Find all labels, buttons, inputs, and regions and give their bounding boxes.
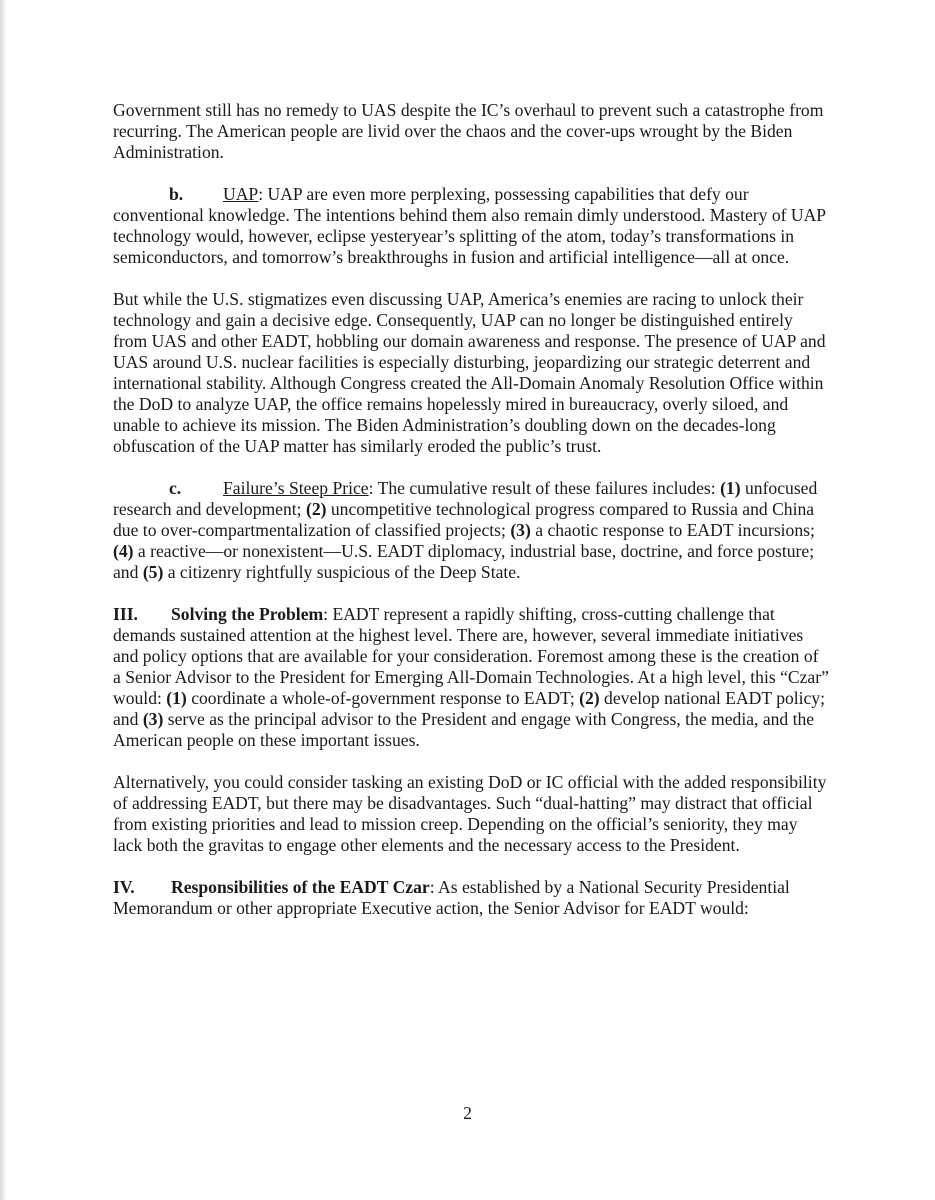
section-c-letter: c. xyxy=(169,478,182,498)
section-iii-number: III. xyxy=(113,604,138,624)
section-iii-item-2-marker: (2) xyxy=(579,688,600,708)
section-b-uap xyxy=(113,184,829,268)
section-c-item-1-marker: (1) xyxy=(720,478,741,498)
section-c-text-0: : The cumulative result of these failures includes: xyxy=(368,478,721,498)
section-iii-solving-the-problem xyxy=(113,604,829,751)
page-number: 2 xyxy=(463,1103,472,1123)
paragraph-alternative: Alternatively, you could consider tasking an existing DoD or IC official with the added responsibility of addressing EADT, but there may be disadvantages. Such “dual-hatting” may distract that official from existing priorities and lead to mission creep. Depending on the official’s seniority, they may lack both the gravitas to engage other elements and the necessary access to the President. xyxy=(113,772,827,855)
document-body xyxy=(113,100,829,940)
paragraph-uap-continued: But while the U.S. stigmatizes even discussing UAP, America’s enemies are racing to unlock their technology and gain a decisive edge. Consequently, UAP can no longer be distinguished entirely from UAS and other EADT, hobbling our domain awareness and response. The presence of UAP and UAS around U.S. nuclear facilities is especially disturbing, jeopardizing our strategic deterrent and international stability. Although Congress created the All-Domain Anomaly Resolution Office within the DoD to analyze UAP, the office remains hopelessly mired in bureaucracy, overly siloed, and unable to achieve its mission. The Biden Administration’s doubling down on the decades-long obfuscation of the UAP matter has similarly eroded the public’s trust. xyxy=(113,289,826,456)
section-iv-number: IV. xyxy=(113,877,135,897)
section-c-failures xyxy=(113,478,829,583)
section-c-text-5: a citizenry rightfully suspicious of the Deep State. xyxy=(163,562,521,582)
section-b-text: UAP are even more perplexing, possessing capabilities that defy our conventional knowledge. The intentions behind them also remain dimly understood. Mastery of UAP technology would, however, eclipse yesteryear’s splitting of the atom, today’s transformations in semiconductors, and tomorrow’s breakthroughs in fusion and artificial intelligence—all at once. xyxy=(113,184,826,267)
section-b-separator: : xyxy=(258,184,264,204)
section-c-heading: Failure’s Steep Price xyxy=(223,478,369,498)
section-iv-heading: Responsibilities of the EADT Czar xyxy=(171,877,430,897)
section-iv-text: : As established by a National Security Presidential Memorandum or other appropriate Executive action, the Senior Advisor for EADT would: xyxy=(113,877,790,918)
section-c-text-4: a reactive—or nonexistent—U.S. EADT diplomacy, industrial base, doctrine, and force posture; and xyxy=(113,541,815,582)
section-c-item-4-marker: (4) xyxy=(113,541,134,561)
section-c-text-2: uncompetitive technological progress compared to Russia and China due to over-compartmentalization of classified projects; xyxy=(113,499,815,540)
section-iii-text-1: coordinate a whole-of-government response to EADT; xyxy=(186,688,580,708)
section-c-text-1: unfocused research and development; xyxy=(113,478,818,519)
section-iii-text-0: : EADT represent a rapidly shifting, cross-cutting challenge that demands sustained attention at the highest level. There are, however, several immediate initiatives and policy options that are available for your consideration. Foremost among these is the creation of a Senior Advisor to the President for Emerging All-Domain Technologies. At a high level, this “Czar” would: xyxy=(113,604,829,708)
section-b-letter: b. xyxy=(169,184,184,204)
section-c-item-2-marker: (2) xyxy=(305,499,327,519)
section-iii-text-3: serve as the principal advisor to the President and engage with Congress, the media, and the American people on these important issues. xyxy=(113,709,815,750)
paragraph-intro: Government still has no remedy to UAS despite the IC’s overhaul to prevent such a catastrophe from recurring. The American people are livid over the chaos and the cover-ups wrought by the Biden Administration. xyxy=(113,100,824,162)
section-iii-text-2: develop national EADT policy; and xyxy=(113,688,826,729)
page-edge-shadow xyxy=(0,0,6,1200)
section-c-item-5-marker: (5) xyxy=(142,562,164,582)
section-iv-responsibilities xyxy=(113,877,829,919)
section-c-text-3: a chaotic response to EADT incursions; xyxy=(530,520,815,540)
section-c-item-3-marker: (3) xyxy=(510,520,531,540)
section-b-heading: UAP xyxy=(223,184,259,204)
section-iii-item-3-marker: (3) xyxy=(142,709,164,729)
section-iii-item-1-marker: (1) xyxy=(166,688,187,708)
section-iii-heading: Solving the Problem xyxy=(171,604,324,624)
